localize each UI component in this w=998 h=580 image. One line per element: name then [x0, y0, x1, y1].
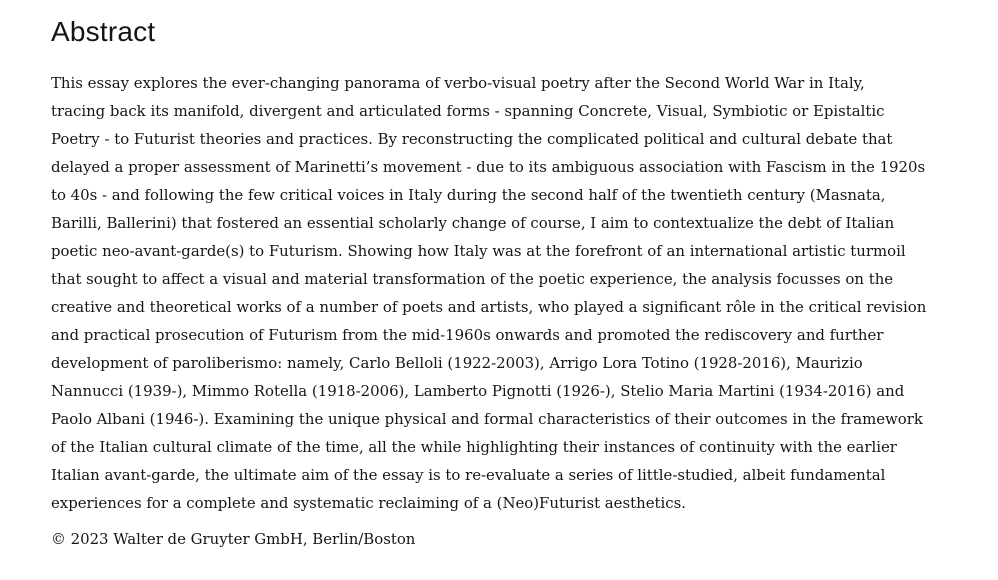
abstract-line: This essay explores the ever-changing panorama of verbo-visual poetry after the Second World War in Italy, [51, 74, 865, 92]
abstract-line: tracing back its manifold, divergent and articulated forms - spanning Concrete, Visual, Symbiotic or Epistaltic [51, 102, 885, 120]
abstract-line: that sought to affect a visual and material transformation of the poetic experience, the analysis focusses on the [51, 270, 894, 288]
abstract-line: Poetry - to Futurist theories and practices. By reconstructing the complicated political and cultural debate that [51, 130, 893, 148]
abstract-line: Paolo Albani (1946-). Examining the unique physical and formal characteristics of their outcomes in the framework [51, 410, 923, 428]
abstract-section [51, 14, 971, 553]
abstract-line: experiences for a complete and systematic reclaiming of a (Neo)Futurist aesthetics. [51, 494, 686, 512]
abstract-line: Nannucci (1939-), Mimmo Rotella (1918-2006), Lamberto Pignotti (1926-), Stelio Maria Martini (1934-2016) and [51, 382, 905, 400]
abstract-line: Barilli, Ballerini) that fostered an essential scholarly change of course, I aim to contextualize the debt of Italian [51, 214, 895, 232]
abstract-line: development of paroliberismo: namely, Carlo Belloli (1922-2003), Arrigo Lora Totino (1928-2016), Maurizio [51, 354, 863, 372]
abstract-line: creative and theoretical works of a number of poets and artists, who played a significant rôle in the critical revision [51, 298, 927, 316]
abstract-line: poetic neo-avant-garde(s) to Futurism. Showing how Italy was at the forefront of an international artistic turmoil [51, 242, 906, 260]
abstract-line: to 40s - and following the few critical voices in Italy during the second half of the twentieth century (Masnata, [51, 186, 886, 204]
abstract-line: of the Italian cultural climate of the time, all the while highlighting their instances of continuity with the earlier [51, 438, 897, 456]
abstract-body [51, 69, 971, 517]
abstract-heading: Abstract [51, 16, 156, 47]
copyright-notice: © 2023 Walter de Gruyter GmbH, Berlin/Boston [51, 530, 416, 548]
abstract-line: delayed a proper assessment of Marinetti’s movement - due to its ambiguous association with Fascism in the 1920s [51, 158, 926, 176]
abstract-line: Italian avant-garde, the ultimate aim of the essay is to re-evaluate a series of little-studied, albeit fundamental [51, 466, 886, 484]
abstract-line: and practical prosecution of Futurism from the mid-1960s onwards and promoted the rediscovery and further [51, 326, 884, 344]
